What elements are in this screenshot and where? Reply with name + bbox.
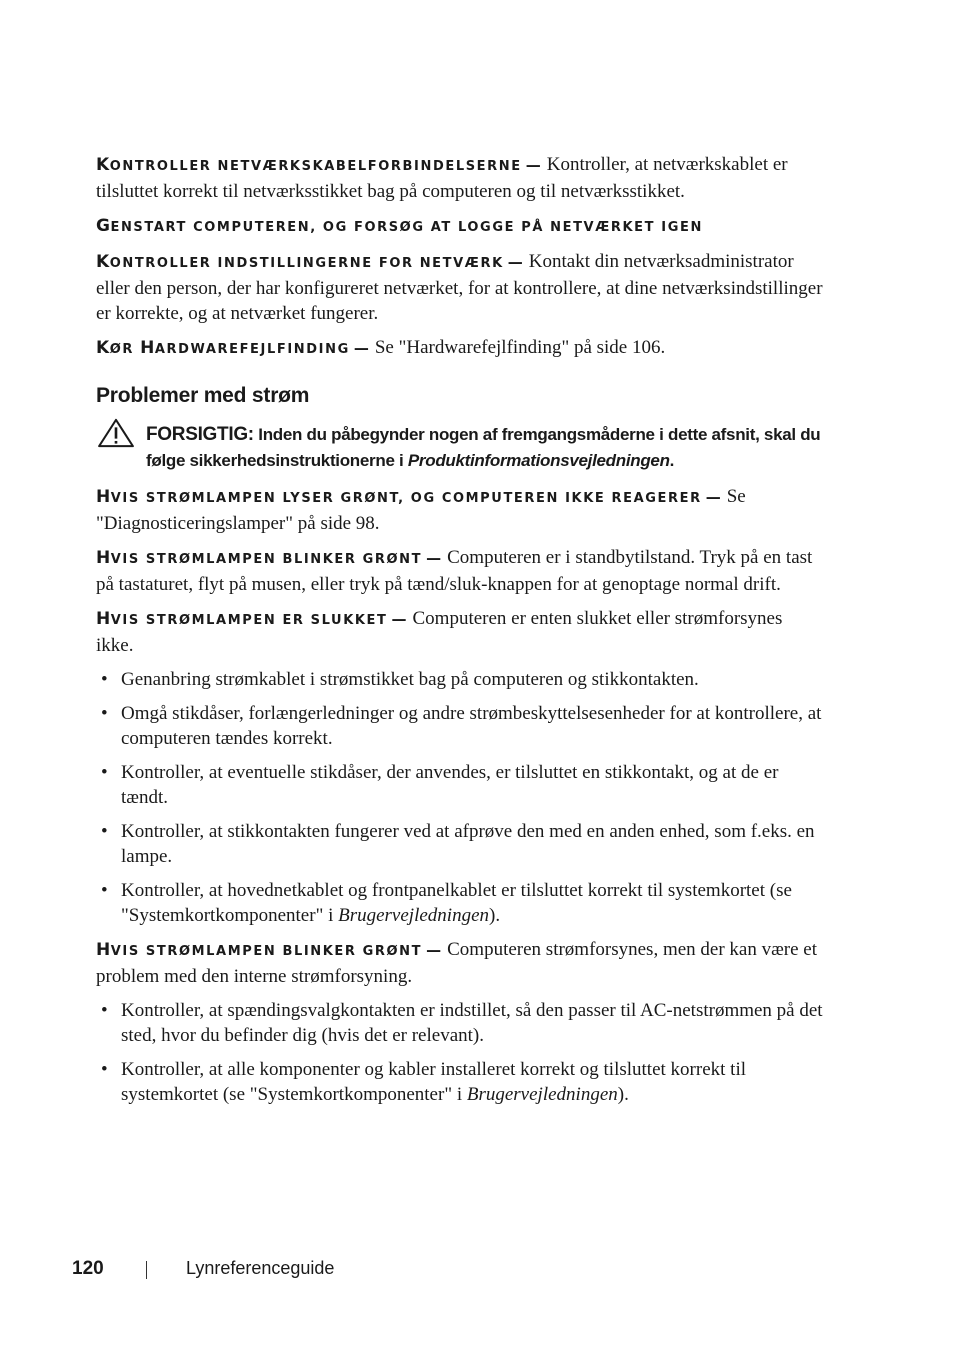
section-title: Problemer med strøm <box>96 384 310 407</box>
guide-title: Lynreferenceguide <box>186 1258 335 1278</box>
body-text: Computeren strømforsynes, men der kan være et problem med den interne strømforsyning. <box>96 939 818 987</box>
caution-box <box>96 422 824 474</box>
body-text: Kontakt din netværksadministrator eller den person, der har konfigureret netværket, for at kontrollere, at dine netværksindstillinger er korrekte, og at netværket fungerer. <box>96 251 823 324</box>
footer-divider <box>146 1261 147 1279</box>
list-item: • Kontroller, at alle komponenter og kabler installeret korrekt og tilsluttet korrekt til systemkortet (se "Systemkortkomponenter" i Brugervejledningen). <box>96 1057 824 1107</box>
heading-restart-computer: GENSTART COMPUTEREN, OG FORSØG AT LOGGE PÅ NETVÆRKET IGEN <box>96 216 703 236</box>
paragraph-check-network-settings: KONTROLLER INDSTILLINGERNE FOR NETVÆRK — Kontakt din netværksadministrator eller den person, der har konfigureret netværket, for at kontrollere, at dine netværksindstillinger er korrekte, og at netværket fungerer. <box>96 251 823 324</box>
heading-run-hardware-troubleshooting: KØR HARDWAREFEJLFINDING <box>96 338 350 358</box>
heading-power-off: HVIS STRØMLAMPEN ER SLUKKET <box>96 609 388 629</box>
paragraph-run-hardware-troubleshooting: KØR HARDWAREFEJLFINDING — Se "Hardwarefejlfinding" på side 106. <box>96 337 666 358</box>
page-content <box>96 152 824 1116</box>
heading-power-blinking-green: HVIS STRØMLAMPEN BLINKER GRØNT <box>96 548 423 568</box>
caution-doc-title: Produktinformationsvejledningen <box>407 451 670 470</box>
body-text: Kontroller, at netværkskablet er tilsluttet korrekt til netværksstikket bag på computeren og til netværksstikket. <box>96 154 788 202</box>
list-item: • Kontroller, at eventuelle stikdåser, der anvendes, er tilsluttet en stikkontakt, og at de er tændt. <box>96 760 824 810</box>
caution-text: FORSIGTIG: Inden du påbegynder nogen af fremgangsmåderne i dette afsnit, skal du følge sikkerhedsinstruktionerne i Produktinformationsvejledningen. <box>146 424 821 470</box>
body-text: Se "Hardwarefejlfinding" på side 106. <box>374 337 666 358</box>
paragraph-power-blinking-green: HVIS STRØMLAMPEN BLINKER GRØNT — Computeren er i standbytilstand. Tryk på en tast på tastaturet, flyt på musen, eller tryk på tænd/sluk-knappen for at genoptage normal drift. <box>96 547 813 595</box>
paragraph-restart-computer <box>96 213 824 240</box>
heading-check-network-settings: KONTROLLER INDSTILLINGERNE FOR NETVÆRK <box>96 252 504 272</box>
power-off-checklist <box>96 667 824 928</box>
list-item: • Kontroller, at stikkontakten fungerer ved at afprøve den med en anden enhed, som f.eks. en lampe. <box>96 819 824 869</box>
list-item: • Kontroller, at spændingsvalgkontakten er indstillet, så den passer til AC-netstrømmen på det sted, hvor du befinder dig (hvis det er relevant). <box>96 998 824 1048</box>
doc-title: Brugervejledningen <box>338 905 490 926</box>
list-item: • Omgå stikdåser, forlængerledninger og andre strømbeskyttelsesenheder for at kontrollere, at computeren tændes korrekt. <box>96 701 824 751</box>
paragraph-power-blinking-green-2: HVIS STRØMLAMPEN BLINKER GRØNT — Computeren strømforsynes, men der kan være et problem med den interne strømforsyning. <box>96 939 818 987</box>
list-item: • Genanbring strømkablet i strømstikket bag på computeren og stikkontakten. <box>96 667 824 692</box>
body-text: Se "Diagnosticeringslamper" på side 98. <box>96 486 746 534</box>
caution-label: FORSIGTIG: <box>146 424 254 445</box>
heading-power-green-not-responding: HVIS STRØMLAMPEN LYSER GRØNT, OG COMPUTEREN IKKE REAGERER <box>96 487 702 507</box>
doc-title: Brugervejledningen <box>466 1084 618 1105</box>
body-text: Computeren er i standbytilstand. Tryk på en tast på tastaturet, flyt på musen, eller tryk på tænd/sluk-knappen for at genoptage normal drift. <box>96 547 813 595</box>
heading-check-network-cable: KONTROLLER NETVÆRKSKABELFORBINDELSERNE <box>96 155 522 175</box>
body-text: Computeren er enten slukket eller strømforsynes ikke. <box>96 608 783 656</box>
paragraph-check-network-cable: KONTROLLER NETVÆRKSKABELFORBINDELSERNE — Kontroller, at netværkskablet er tilsluttet korrekt til netværksstikket bag på computeren og til netværksstikket. <box>96 154 788 202</box>
list-item: • Kontroller, at hovednetkablet og frontpanelkablet er tilsluttet korrekt til systemkortet (se "Systemkortkomponenter" i Brugervejledningen). <box>96 878 824 928</box>
warning-triangle-icon <box>96 418 136 448</box>
paragraph-power-off: HVIS STRØMLAMPEN ER SLUKKET — Computeren er enten slukket eller strømforsynes ikke. <box>96 608 783 656</box>
power-supply-checklist <box>96 998 824 1107</box>
paragraph-power-green-not-responding: HVIS STRØMLAMPEN LYSER GRØNT, OG COMPUTEREN IKKE REAGERER — Se "Diagnosticeringslamper" på side 98. <box>96 486 746 534</box>
page-number: 120 <box>72 1258 104 1279</box>
heading-power-blinking-green-2: HVIS STRØMLAMPEN BLINKER GRØNT <box>96 940 423 960</box>
